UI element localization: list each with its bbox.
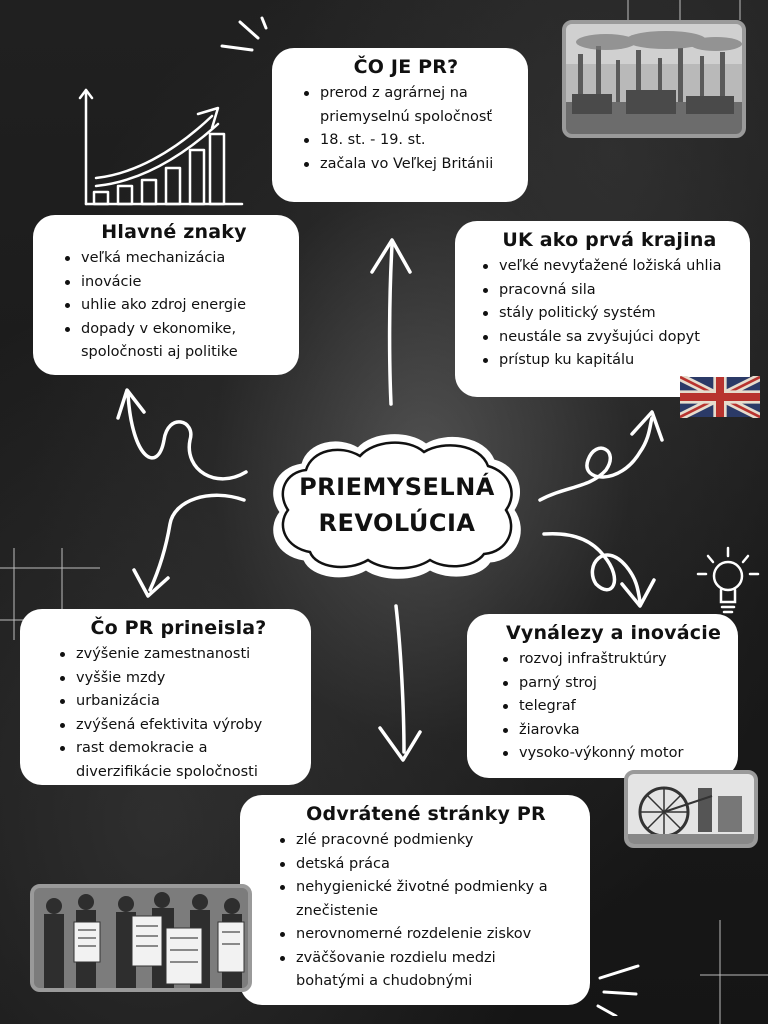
list-item: prerod z agrárnej na bbox=[320, 82, 512, 106]
list-item: detská práca bbox=[296, 853, 576, 877]
arrow-upleft-icon bbox=[118, 390, 246, 479]
card-uk-first-country bbox=[455, 221, 750, 397]
list-item: inovácie bbox=[81, 271, 287, 295]
card-title: UK ako prvá krajina bbox=[502, 229, 717, 251]
list-item: veľké nevyťažené ložiská uhlia bbox=[499, 255, 740, 279]
list-item: spoločnosti aj politike bbox=[81, 344, 238, 360]
list-item: vyššie mzdy bbox=[76, 667, 301, 691]
arrow-down-icon bbox=[380, 606, 420, 760]
bullet-list bbox=[56, 643, 301, 784]
list-item: parný stroj bbox=[519, 672, 728, 696]
bullet-list bbox=[479, 255, 740, 373]
list-item: zväčšovanie rozdielu medzi bbox=[296, 947, 576, 971]
card-title: Vynálezy a inovácie bbox=[505, 622, 722, 644]
arrow-downright-icon bbox=[544, 534, 654, 606]
list-item: urbanizácia bbox=[76, 690, 301, 714]
list-item: znečistenie bbox=[296, 902, 379, 919]
factory-photo bbox=[562, 20, 746, 138]
card-inventions bbox=[467, 614, 738, 778]
card-title: ČO JE PR? bbox=[353, 56, 459, 78]
list-item: rast demokracie a bbox=[76, 737, 301, 761]
list-item: žiarovka bbox=[519, 719, 728, 743]
steam-engine-photo bbox=[624, 770, 758, 848]
uk-flag-icon bbox=[680, 376, 760, 418]
list-item: pracovná sila bbox=[499, 279, 740, 303]
list-item: dopady v ekonomike, bbox=[81, 318, 287, 342]
list-item: rozvoj infraštruktúry bbox=[519, 648, 728, 672]
list-item: zvýšenie zamestnanosti bbox=[76, 643, 301, 667]
center-title-line2: REVOLÚCIA bbox=[318, 509, 476, 537]
list-item: bohatými a chudobnými bbox=[296, 973, 473, 989]
protest-illustration bbox=[34, 888, 248, 988]
card-what-is-ir bbox=[272, 48, 528, 202]
list-item: diverzifikácie spoločnosti bbox=[76, 763, 258, 780]
list-item: prístup ku kapitálu bbox=[499, 349, 740, 373]
bullet-list bbox=[499, 648, 728, 766]
card-title: Čo PR prineisla? bbox=[90, 617, 267, 639]
center-title bbox=[262, 430, 532, 580]
list-item: zvýšená efektivita výroby bbox=[76, 714, 301, 738]
list-item: 18. st. - 19. st. bbox=[320, 129, 512, 153]
factory-illustration bbox=[566, 24, 742, 134]
list-item: začala vo Veľkej Británii bbox=[320, 153, 512, 177]
center-title-line1: PRIEMYSELNÁ bbox=[299, 473, 495, 501]
arrow-upright-icon bbox=[540, 412, 662, 500]
bullet-list bbox=[300, 82, 512, 176]
card-what-ir-brought bbox=[20, 609, 311, 785]
card-title: Hlavné znaky bbox=[101, 221, 247, 243]
list-item: zlé pracovné podmienky bbox=[296, 829, 576, 853]
arrow-up-icon bbox=[372, 240, 410, 404]
protest-photo bbox=[30, 884, 252, 992]
list-item: stály politický systém bbox=[499, 302, 740, 326]
card-main-features bbox=[33, 215, 299, 375]
card-dark-sides bbox=[240, 795, 590, 1005]
list-item: uhlie ako zdroj energie bbox=[81, 294, 287, 318]
bullet-list bbox=[276, 829, 576, 994]
steam-engine-illustration bbox=[628, 774, 754, 844]
card-title: Odvrátené stránky PR bbox=[306, 803, 546, 825]
list-item: vysoko-výkonný motor bbox=[519, 742, 728, 766]
arrow-downleft-icon bbox=[134, 495, 244, 596]
list-item: neustále sa zvyšujúci dopyt bbox=[499, 326, 740, 350]
list-item: veľká mechanizácia bbox=[81, 247, 287, 271]
list-item: nehygienické životné podmienky a bbox=[296, 876, 576, 900]
list-item: telegraf bbox=[519, 695, 728, 719]
list-item: nerovnomerné rozdelenie ziskov bbox=[296, 923, 576, 947]
bullet-list bbox=[61, 247, 287, 365]
center-title-cloud bbox=[262, 430, 532, 580]
list-item: priemyselnú spoločnosť bbox=[320, 108, 493, 125]
